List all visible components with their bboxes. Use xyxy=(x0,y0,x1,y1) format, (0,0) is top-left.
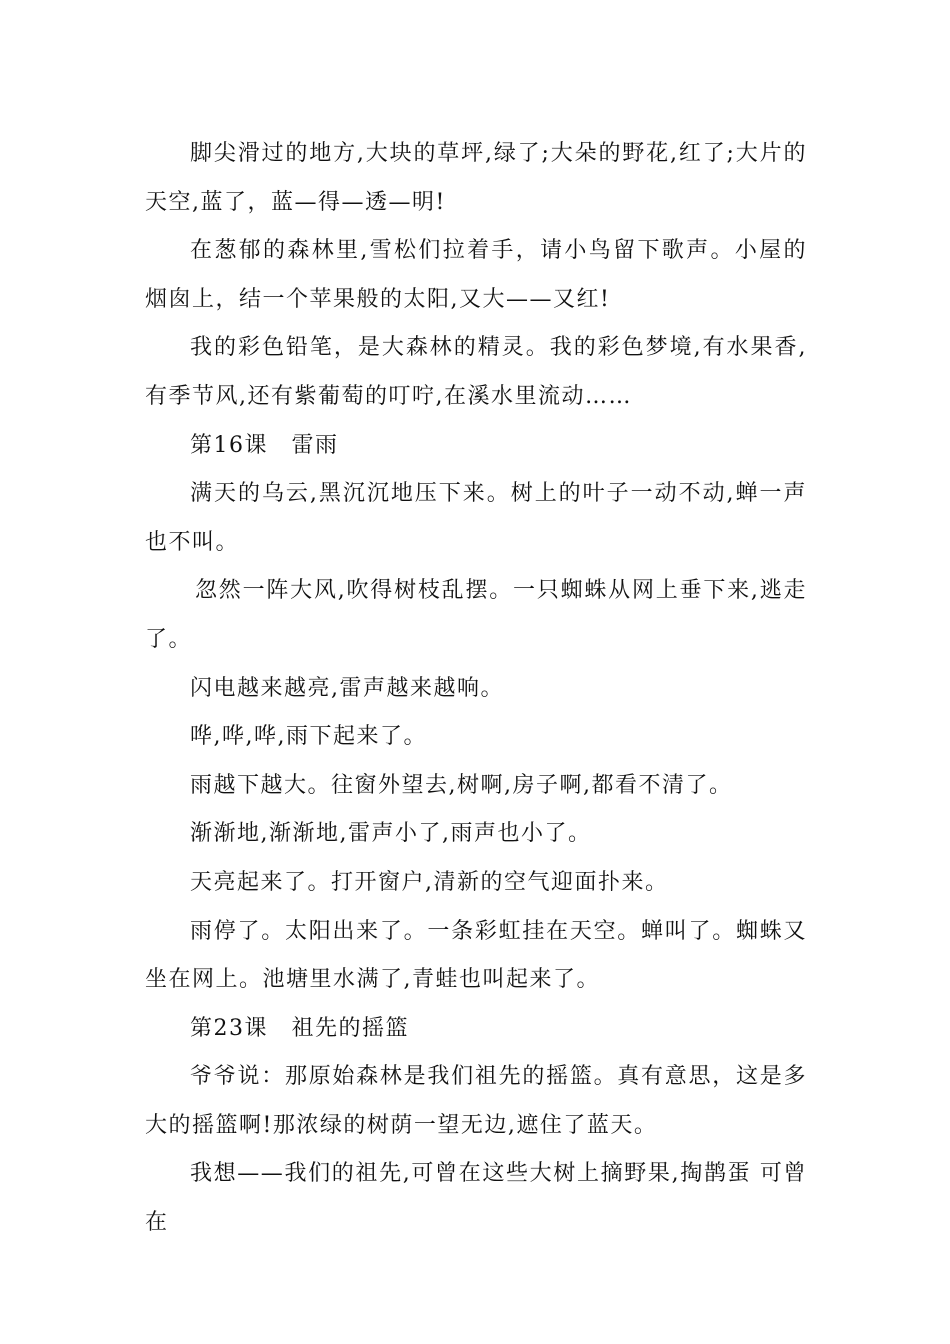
lesson-heading: 第16课 雷雨 xyxy=(190,432,339,458)
paragraph: 忽然一阵大风,吹得树枝乱摆。一只蜘蛛从网上垂下来,逃走了。 xyxy=(145,578,807,652)
paragraph: 哗,哗,哗,雨下起来了。 xyxy=(190,724,427,750)
paragraph: 满天的乌云,黑沉沉地压下来。树上的叶子一动不动,蝉一声也不叫。 xyxy=(145,481,807,555)
paragraph: 闪电越来越亮,雷声越来越响。 xyxy=(190,675,504,701)
paragraph: 天亮起来了。打开窗户,清新的空气迎面扑来。 xyxy=(190,869,669,895)
paragraph: 脚尖滑过的地方,大块的草坪,绿了;大朵的野花,红了;大片的天空,蓝了，蓝—得—透—明! xyxy=(145,141,807,215)
paragraph: 雨越下越大。往窗外望去,树啊,房子啊,都看不清了。 xyxy=(190,772,733,798)
paragraph: 雨停了。太阳出来了。一条彩虹挂在天空。蝉叫了。蜘蛛又坐在网上。池塘里水满了,青蛙也叫起来了。 xyxy=(145,918,807,993)
paragraph: 我的彩色铅笔，是大森林的精灵。我的彩色梦境,有水果香,有季节风,还有紫葡萄的叮咛,在溪水里流动…… xyxy=(145,335,807,409)
lesson-heading: 第23课 祖先的摇篮 xyxy=(190,1015,409,1041)
document-page xyxy=(145,130,807,1248)
paragraph: 在葱郁的森林里,雪松们拉着手，请小鸟留下歌声。小屋的烟囱上，结一个苹果般的太阳,又大——又红! xyxy=(145,238,807,312)
paragraph: 我想——我们的祖先,可曾在这些大树上摘野果,掏鹊蛋 可曾在 xyxy=(145,1161,807,1236)
paragraph: 爷爷说：那原始森林是我们祖先的摇篮。真有意思，这是多大的摇篮啊!那浓绿的树荫一望无边,遮住了蓝天。 xyxy=(145,1064,807,1138)
paragraph: 渐渐地,渐渐地,雷声小了,雨声也小了。 xyxy=(190,821,592,847)
